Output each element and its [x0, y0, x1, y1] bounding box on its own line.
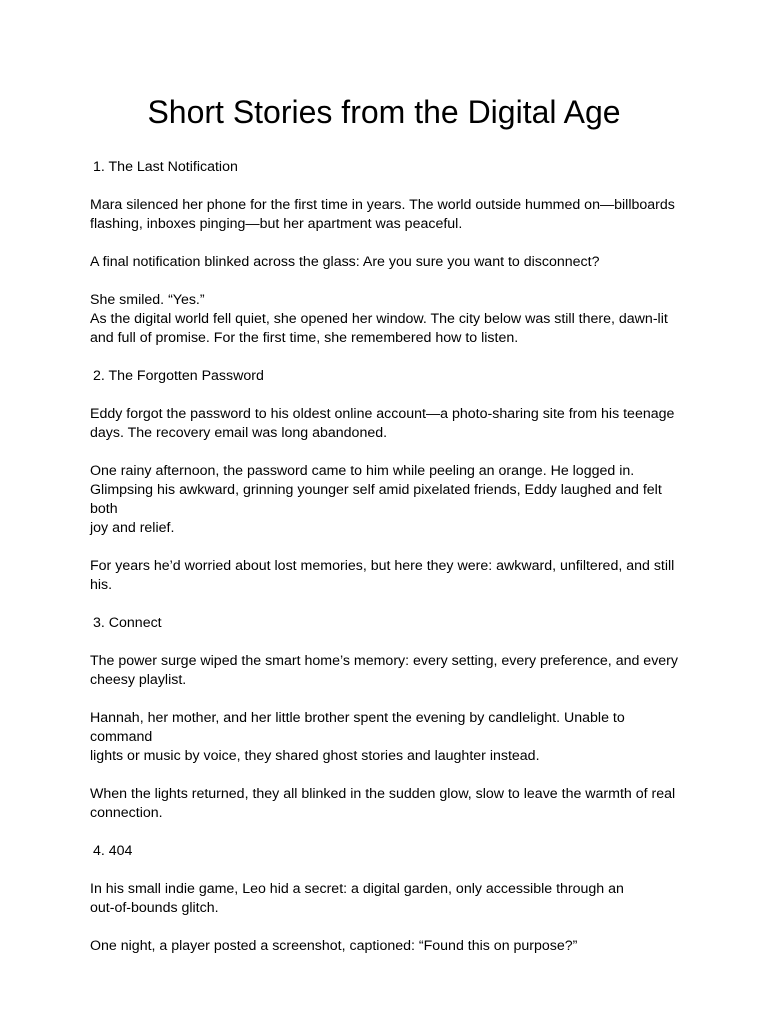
text-line: In his small indie game, Leo hid a secret: a digital garden, only accessible through an: [90, 881, 624, 897]
story-heading: 1. The Last Notification: [93, 159, 238, 175]
story-paragraph: [90, 880, 690, 918]
text-line: flashing, inboxes pinging—but her apartment was peaceful.: [90, 216, 463, 232]
story-paragraph: [90, 462, 690, 538]
story-paragraph: [90, 291, 690, 310]
story-1: [90, 158, 690, 348]
text-line: lights or music by voice, they shared ghost stories and laughter instead.: [90, 748, 540, 764]
story-paragraph: [90, 310, 690, 348]
text-line: For years he’d worried about lost memories, but here they were: awkward, unfiltered, and still: [90, 558, 675, 574]
text-line: As the digital world fell quiet, she opened her window. The city below was still there, dawn-lit: [90, 311, 668, 327]
story-3: [90, 614, 690, 823]
story-heading: 4. 404: [93, 843, 133, 859]
story-paragraph: [90, 405, 690, 443]
story-paragraph: [90, 785, 690, 823]
text-line: joy and relief.: [90, 520, 175, 536]
document-body: [90, 158, 690, 975]
story-paragraph: [90, 709, 690, 766]
story-paragraph: [90, 557, 690, 595]
text-line: She smiled. “Yes.”: [90, 292, 205, 308]
text-line: cheesy playlist.: [90, 672, 187, 688]
text-line: Eddy forgot the password to his oldest online account—a photo-sharing site from his teenage: [90, 406, 675, 422]
document-title: Short Stories from the Digital Age: [147, 94, 621, 130]
story-paragraph: [90, 196, 690, 234]
story-paragraph: [90, 937, 690, 956]
text-line: connection.: [90, 805, 163, 821]
story-heading: 3. Connect: [93, 615, 162, 631]
story-paragraph: [90, 652, 690, 690]
text-line: Mara silenced her phone for the first time in years. The world outside hummed on—billboards: [90, 197, 675, 213]
story-heading: 2. The Forgotten Password: [93, 368, 264, 384]
story-2: [90, 367, 690, 595]
text-line: One night, a player posted a screenshot, captioned: “Found this on purpose?”: [90, 938, 578, 954]
text-line: When the lights returned, they all blinked in the sudden glow, slow to leave the warmth of real: [90, 786, 676, 802]
story-4: [90, 842, 690, 956]
text-line: The power surge wiped the smart home’s memory: every setting, every preference, and every: [90, 653, 678, 669]
text-line: out-of-bounds glitch.: [90, 900, 219, 916]
text-line: days. The recovery email was long abandoned.: [90, 425, 388, 441]
text-line: Glimpsing his awkward, grinning younger self amid pixelated friends, Eddy laughed and felt both: [90, 482, 662, 517]
text-line: Hannah, her mother, and her little brother spent the evening by candlelight. Unable to command: [90, 710, 625, 745]
text-line: A final notification blinked across the glass: Are you sure you want to disconnect?: [90, 254, 600, 270]
text-line: and full of promise. For the first time, she remembered how to listen.: [90, 330, 519, 346]
text-line: his.: [90, 577, 113, 593]
story-paragraph: [90, 253, 690, 272]
text-line: One rainy afternoon, the password came to him while peeling an orange. He logged in.: [90, 463, 635, 479]
